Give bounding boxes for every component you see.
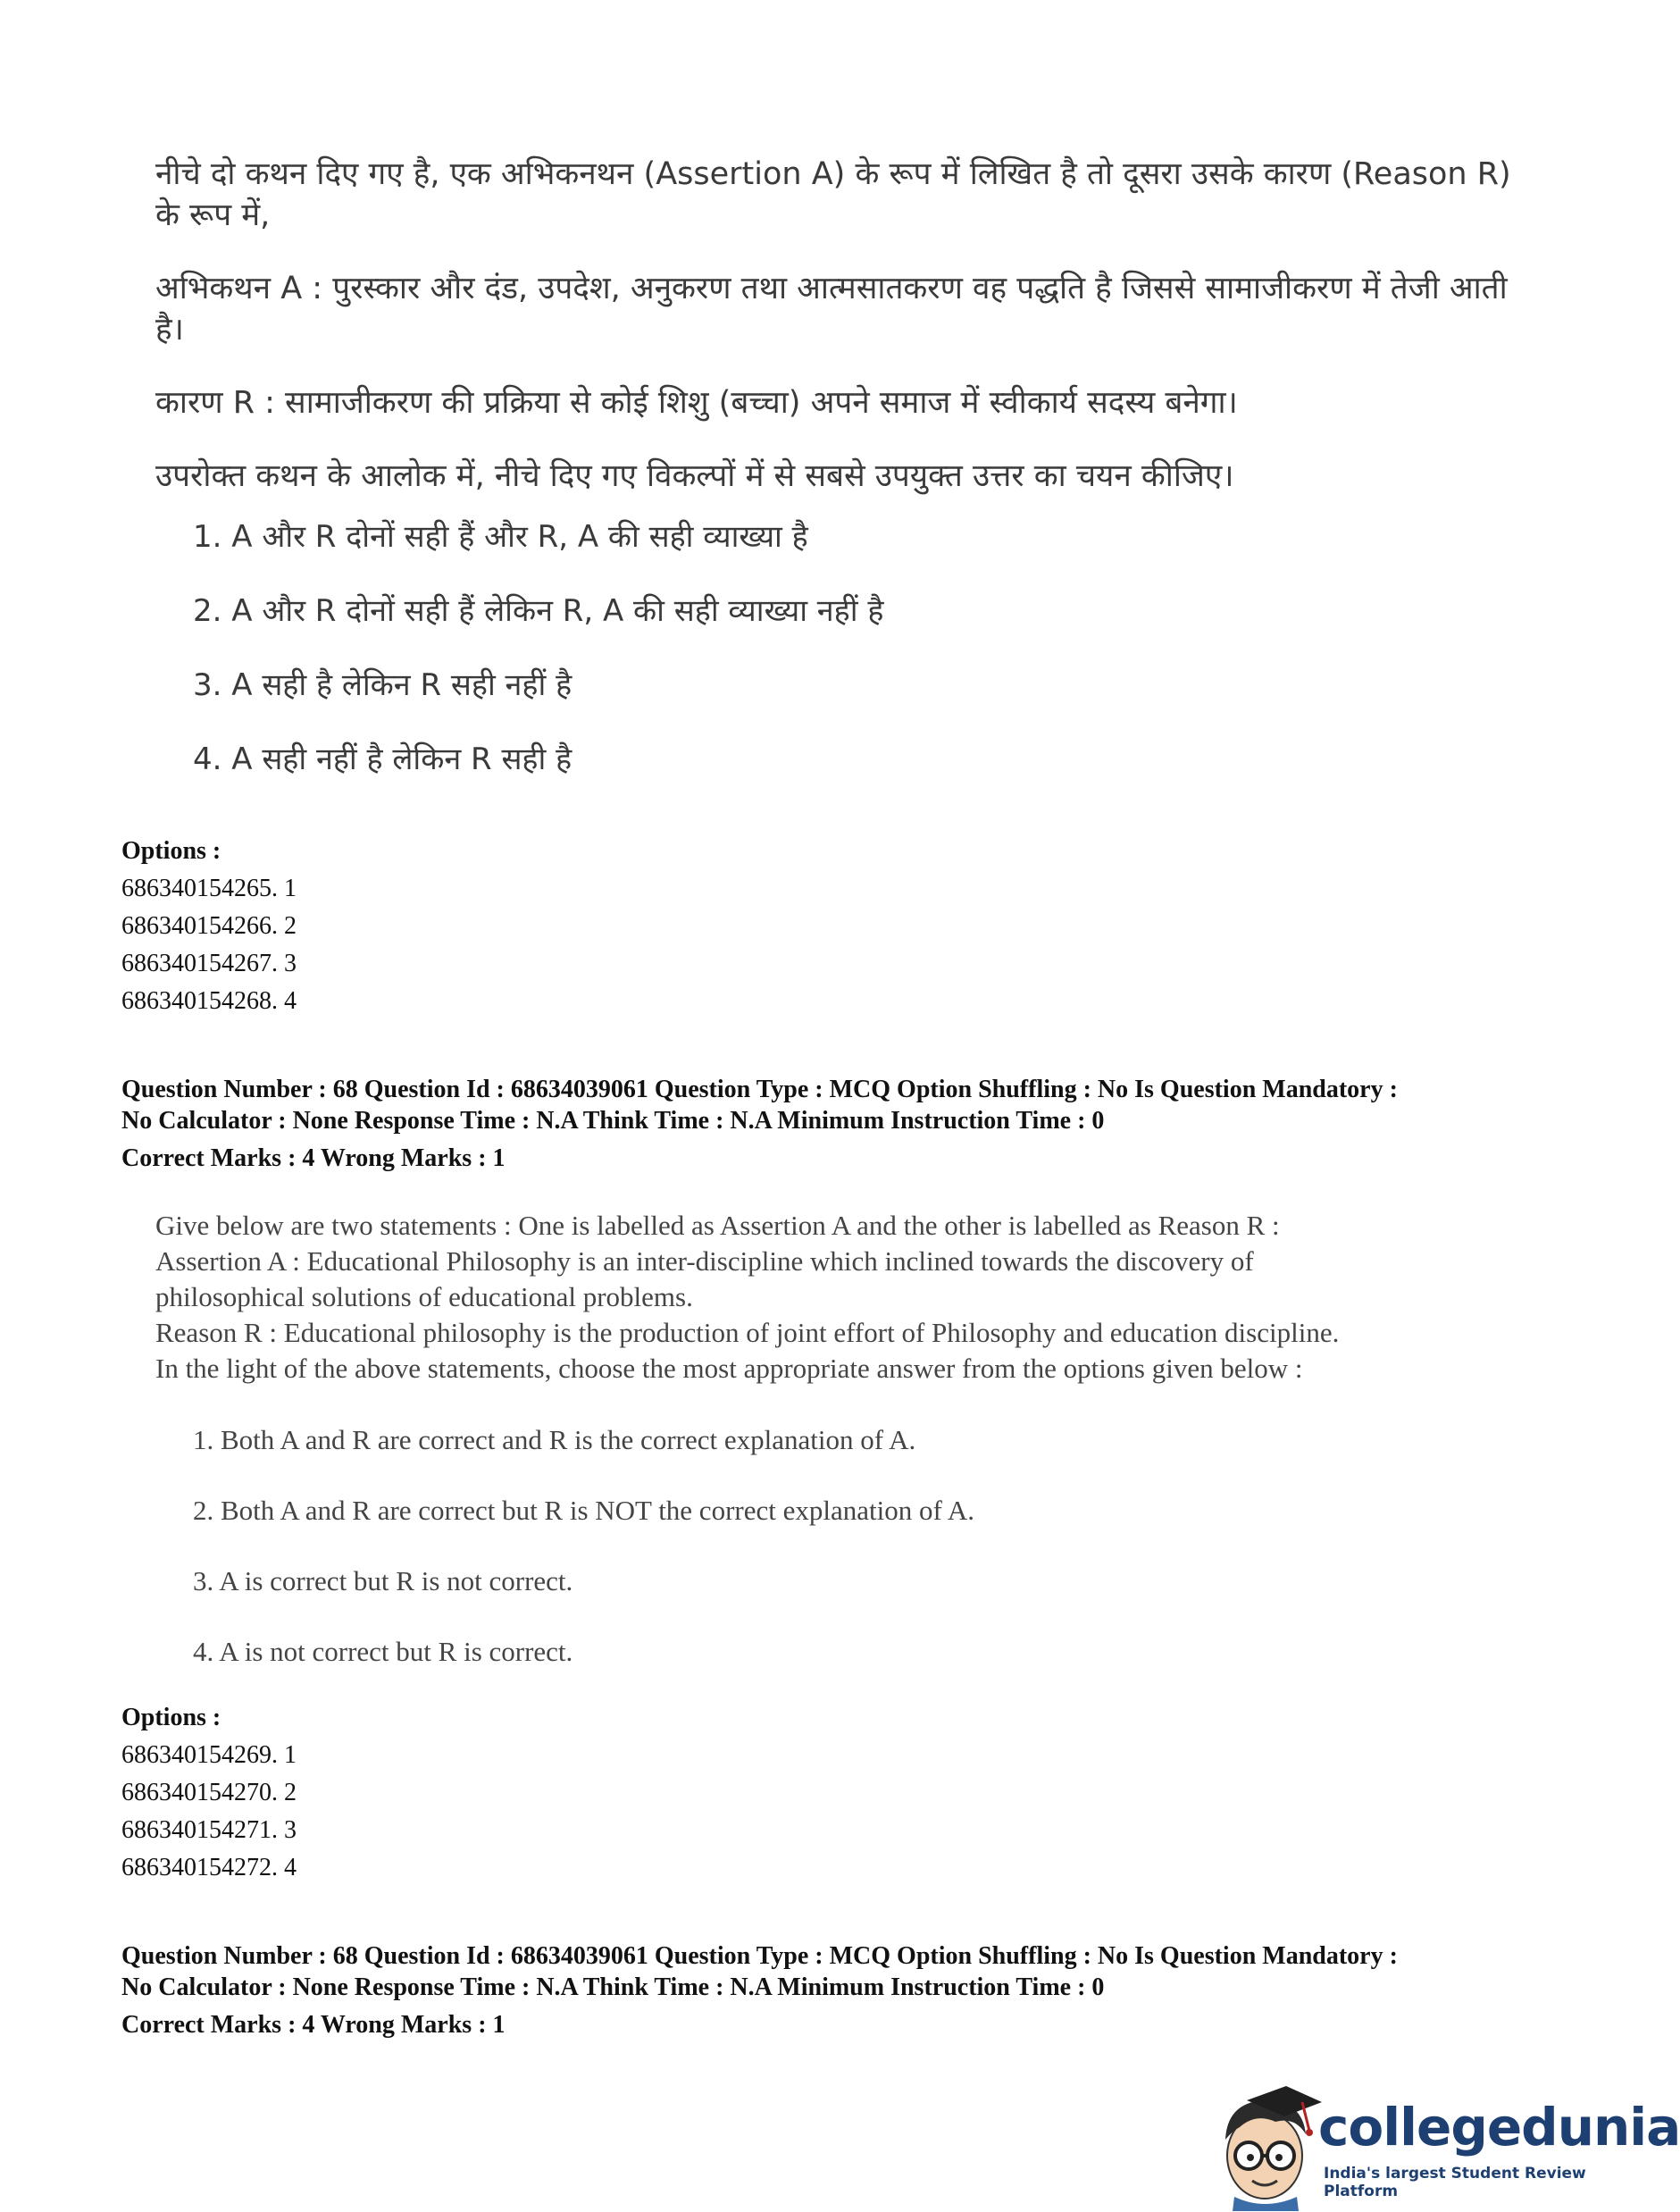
question-line: Give below are two statements : One is labelled as Assertion A and the other is labelled as Reason R : <box>155 1210 1280 1241</box>
option-item: 686340154269. 1 <box>121 1741 297 1769</box>
student-mascot-icon <box>1213 2077 1325 2211</box>
metadata-line: No Calculator : None Response Time : N.A Think Time : N.A Minimum Instruction Time : 0 <box>121 1107 1105 1135</box>
hindi-assertion: अभिकथन A : पुरस्कार और दंड, उपदेश, अनुकरण तथा आत्मसातकरण वह पद्धति है जिससे सामाजीकरण में तेजी आती है। <box>155 271 1508 348</box>
metadata-line: No Calculator : None Response Time : N.A Think Time : N.A Minimum Instruction Time : 0 <box>121 1973 1105 2001</box>
english-choice-3: 3. A is correct but R is not correct. <box>193 1565 573 1596</box>
brand-name: collegedunia <box>1318 2097 1680 2158</box>
option-item: 686340154266. 2 <box>121 912 297 940</box>
hindi-choice-2: 2. A और R दोनों सही हैं लेकिन R, A की सही व्याख्या नहीं है <box>193 593 884 629</box>
hindi-reason: कारण R : सामाजीकरण की प्रक्रिया से कोई शिशु (बच्चा) अपने समाज में स्वीकार्य सदस्य बनेगा। <box>155 385 1238 421</box>
option-item: 686340154265. 1 <box>121 875 297 902</box>
english-question <box>155 1208 1549 1705</box>
english-choice-2: 2. Both A and R are correct but R is NOT the correct explanation of A. <box>193 1495 974 1526</box>
question-line: Reason R : Educational philosophy is the production of joint effort of Philosophy and education discipline. <box>155 1317 1340 1348</box>
collegedunia-logo[interactable] <box>1213 2077 1680 2211</box>
options-list <box>121 833 297 1020</box>
hindi-choice-4: 4. A सही नहीं है लेकिन R सही है <box>193 742 573 777</box>
question-line: philosophical solutions of educational problems. <box>155 1281 693 1312</box>
option-item: 686340154267. 3 <box>121 950 297 977</box>
question-line: Assertion A : Educational Philosophy is an inter-discipline which inclined towards the discovery of <box>155 1245 1254 1277</box>
question-metadata <box>121 1074 1550 1174</box>
metadata-line: Question Number : 68 Question Id : 68634039061 Question Type : MCQ Option Shuffling : No Is Question Mandatory : <box>121 1942 1398 1970</box>
hindi-choice-1: 1. A और R दोनों सही हैं और R, A की सही व्याख्या है <box>193 519 808 555</box>
question-line: In the light of the above statements, choose the most appropriate answer from the options given below : <box>155 1353 1303 1384</box>
brand-tagline: India's largest Student Review Platform <box>1324 2165 1586 2200</box>
option-item: 686340154270. 2 <box>121 1779 297 1806</box>
marks-line: Correct Marks : 4 Wrong Marks : 1 <box>121 2011 506 2039</box>
question-metadata <box>121 1940 1550 2040</box>
option-item: 686340154271. 3 <box>121 1816 297 1844</box>
hindi-choice-3: 3. A सही है लेकिन R सही नहीं है <box>193 667 573 703</box>
option-item: 686340154272. 4 <box>121 1854 297 1881</box>
option-item: 686340154268. 4 <box>121 987 297 1015</box>
marks-line: Correct Marks : 4 Wrong Marks : 1 <box>121 1144 506 1172</box>
english-choice-4: 4. A is not correct but R is correct. <box>193 1636 573 1667</box>
hindi-intro: नीचे दो कथन दिए गए है, एक अभिकनथन (Assertion A) के रूप में लिखित है तो दूसरा उसके कारण (Reason R) के रूप में, <box>155 156 1511 233</box>
options-header: Options : <box>121 837 221 865</box>
options-header: Options : <box>121 1704 221 1731</box>
metadata-line: Question Number : 68 Question Id : 68634039061 Question Type : MCQ Option Shuffling : No Is Question Mandatory : <box>121 1076 1398 1103</box>
english-choice-1: 1. Both A and R are correct and R is the correct explanation of A. <box>193 1424 916 1455</box>
hindi-instruction: उपरोक्त कथन के आलोक में, नीचे दिए गए विकल्पों में से सबसे उपयुक्त उत्तर का चयन कीजिए। <box>155 458 1234 494</box>
hindi-question <box>155 154 1522 813</box>
options-list <box>121 1699 297 1887</box>
